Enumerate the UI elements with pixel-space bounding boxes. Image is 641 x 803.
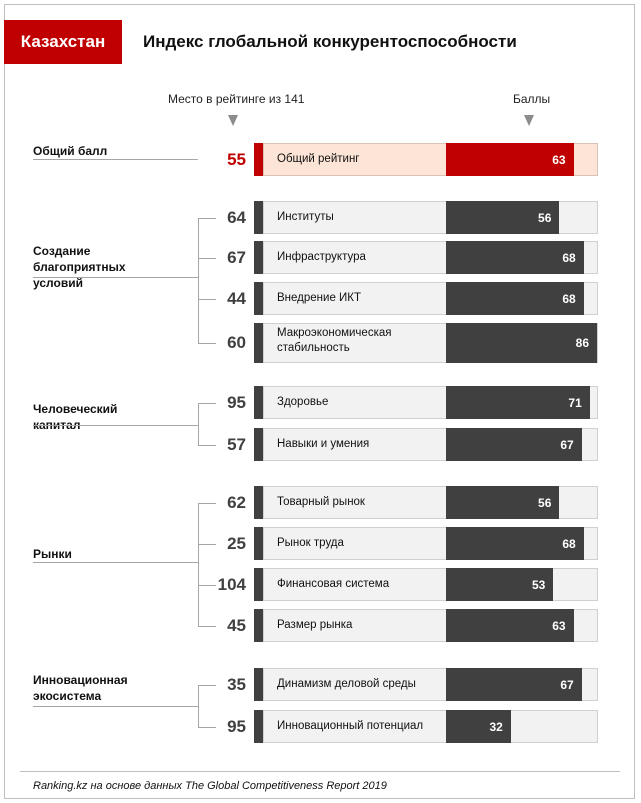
- section-connector: [33, 706, 198, 707]
- bar-edge-marker: [254, 282, 263, 315]
- bar-row: [254, 609, 598, 642]
- country-tag: Казахстан: [4, 20, 122, 64]
- rank-value: 95: [227, 716, 246, 736]
- rank-value: 55: [227, 149, 246, 169]
- bar-row: [254, 201, 598, 234]
- indicator-label: Финансовая система: [277, 577, 390, 590]
- indicator-label: Общий рейтинг: [277, 152, 360, 165]
- score-label: 71: [568, 395, 582, 410]
- rank-value: 67: [227, 247, 246, 267]
- rank-value: 62: [227, 492, 246, 512]
- score-label: 63: [552, 152, 566, 167]
- bar-edge-marker: [254, 668, 263, 701]
- score-label: 67: [560, 437, 574, 452]
- score-label: 67: [560, 677, 574, 692]
- score-label: 68: [562, 291, 576, 306]
- section-connector: [33, 277, 198, 278]
- rank-value: 60: [227, 333, 246, 352]
- score-label: 63: [552, 618, 566, 633]
- indicator-label: Здоровье: [277, 395, 329, 408]
- rank-value: 95: [227, 392, 246, 412]
- bar-edge-marker: [254, 143, 263, 176]
- bar-edge-marker: [254, 527, 263, 560]
- score-label: 56: [538, 495, 552, 510]
- indicator-label: Навыки и умения: [277, 437, 370, 450]
- indicator-label: Размер рынка: [277, 618, 353, 631]
- bar-row: [254, 568, 598, 601]
- bar-row: [254, 323, 598, 363]
- bar-edge-marker: [254, 201, 263, 234]
- rank-value: 104: [217, 574, 246, 594]
- bar-row: [254, 486, 598, 519]
- indicator-label: Институты: [277, 210, 334, 223]
- bar-edge-marker: [254, 386, 263, 419]
- bar-edge-marker: [254, 568, 263, 601]
- bar-edge-marker: [254, 428, 263, 461]
- section-bracket: [198, 685, 199, 727]
- section-bracket: [198, 403, 199, 445]
- bar-row: [254, 241, 598, 274]
- section-bracket: [198, 218, 199, 344]
- section-label: Человеческий капитал: [33, 402, 118, 432]
- section-bracket: [198, 503, 199, 626]
- rank-value: 25: [227, 533, 246, 553]
- bar-row: [254, 386, 598, 419]
- indicator-label: Макроэкономическая стабильность: [277, 327, 392, 354]
- section-connector: [33, 562, 198, 563]
- section-label: Создание благоприятных условий: [33, 244, 126, 290]
- bar-row: [254, 710, 598, 743]
- section-connector: [33, 159, 198, 160]
- section-label: Общий балл: [33, 144, 108, 158]
- score-label: 53: [531, 577, 546, 592]
- bar-edge-marker: [254, 323, 263, 363]
- section-connector: [33, 425, 198, 426]
- score-label: 56: [538, 210, 552, 225]
- source-note: Ranking.kz на основе данных The Global Competitiveness Report 2019: [33, 780, 387, 792]
- rank-arrow-icon: [228, 115, 238, 126]
- section-label: Инновационная экосистема: [33, 673, 128, 703]
- rank-column-header: Место в рейтинге из 141: [168, 92, 305, 106]
- rank-value: 45: [227, 615, 246, 635]
- rank-value: 57: [227, 434, 246, 454]
- indicator-label: Динамизм деловой среды: [277, 677, 416, 690]
- rank-value: 44: [227, 288, 246, 308]
- bar-edge-marker: [254, 486, 263, 519]
- indicator-label: Инфраструктура: [277, 250, 366, 263]
- score-label: 68: [562, 250, 576, 265]
- score-label: 86: [575, 336, 589, 350]
- score-column-header: Баллы: [513, 92, 551, 106]
- indicator-label: Рынок труда: [277, 536, 344, 549]
- bar-row: [254, 668, 598, 701]
- bar-edge-marker: [254, 710, 263, 743]
- indicator-label: Товарный рынок: [277, 495, 365, 508]
- rank-value: 35: [227, 674, 246, 694]
- score-label: 32: [489, 719, 503, 734]
- footer-divider: [20, 771, 620, 772]
- indicator-label: Внедрение ИКТ: [277, 291, 362, 304]
- score-arrow-icon: [524, 115, 534, 126]
- rank-value: 64: [227, 207, 246, 227]
- bar-row: [254, 143, 598, 176]
- bar-edge-marker: [254, 241, 263, 274]
- bar-row: [254, 527, 598, 560]
- score-label: 68: [562, 536, 576, 551]
- indicator-label: Инновационный потенциал: [277, 719, 424, 732]
- bar-row: [254, 282, 598, 315]
- bar-edge-marker: [254, 609, 263, 642]
- bar-row: [254, 428, 598, 461]
- section-label: Рынки: [33, 547, 72, 561]
- chart-title: Индекс глобальной конкурентоспособности: [143, 32, 517, 51]
